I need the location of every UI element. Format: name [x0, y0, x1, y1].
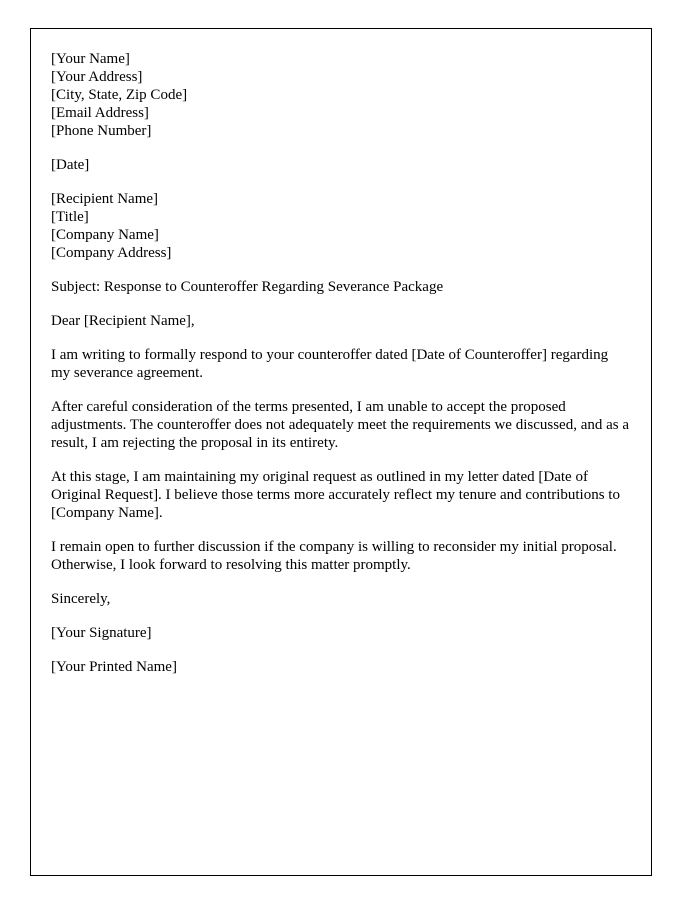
- recipient-name: [Recipient Name]: [51, 191, 159, 207]
- letter-page: [30, 28, 652, 876]
- body-paragraph-2: After careful consideration of the terms presented, I am unable to accept the proposed adjustments. The counteroffer does not adequately meet the requirements we discussed, and as a result, I am rejecting the proposal in its entirety.: [51, 399, 630, 451]
- body-paragraph-3: At this stage, I am maintaining my original request as outlined in my letter dated [Date of Original Request]. I believe those terms more accurately reflect my tenure and contributions to [Company Name].: [51, 469, 620, 521]
- sender-block: [51, 50, 631, 140]
- recipient-company-name: [Company Name]: [51, 227, 159, 243]
- body-paragraph-1: I am writing to formally respond to your counteroffer dated [Date of Counteroffer] regarding my severance agreement.: [51, 347, 609, 381]
- subject-line: Subject: Response to Counteroffer Regarding Severance Package: [51, 279, 444, 295]
- sender-city-state-zip: [City, State, Zip Code]: [51, 87, 188, 103]
- printed-name-placeholder: [Your Printed Name]: [51, 659, 177, 675]
- closing: Sincerely,: [51, 591, 111, 607]
- sender-address: [Your Address]: [51, 69, 143, 85]
- sender-name: [Your Name]: [51, 51, 130, 67]
- recipient-title: [Title]: [51, 209, 89, 225]
- recipient-company-address: [Company Address]: [51, 245, 172, 261]
- sender-email: [Email Address]: [51, 105, 149, 121]
- sender-phone: [Phone Number]: [51, 123, 152, 139]
- body-paragraph-4: I remain open to further discussion if the company is willing to reconsider my initial proposal. Otherwise, I look forward to resolving this matter promptly.: [51, 539, 617, 573]
- date-line: [Date]: [51, 157, 90, 173]
- recipient-block: [51, 190, 631, 262]
- signature-placeholder: [Your Signature]: [51, 625, 152, 641]
- salutation: Dear [Recipient Name],: [51, 313, 195, 329]
